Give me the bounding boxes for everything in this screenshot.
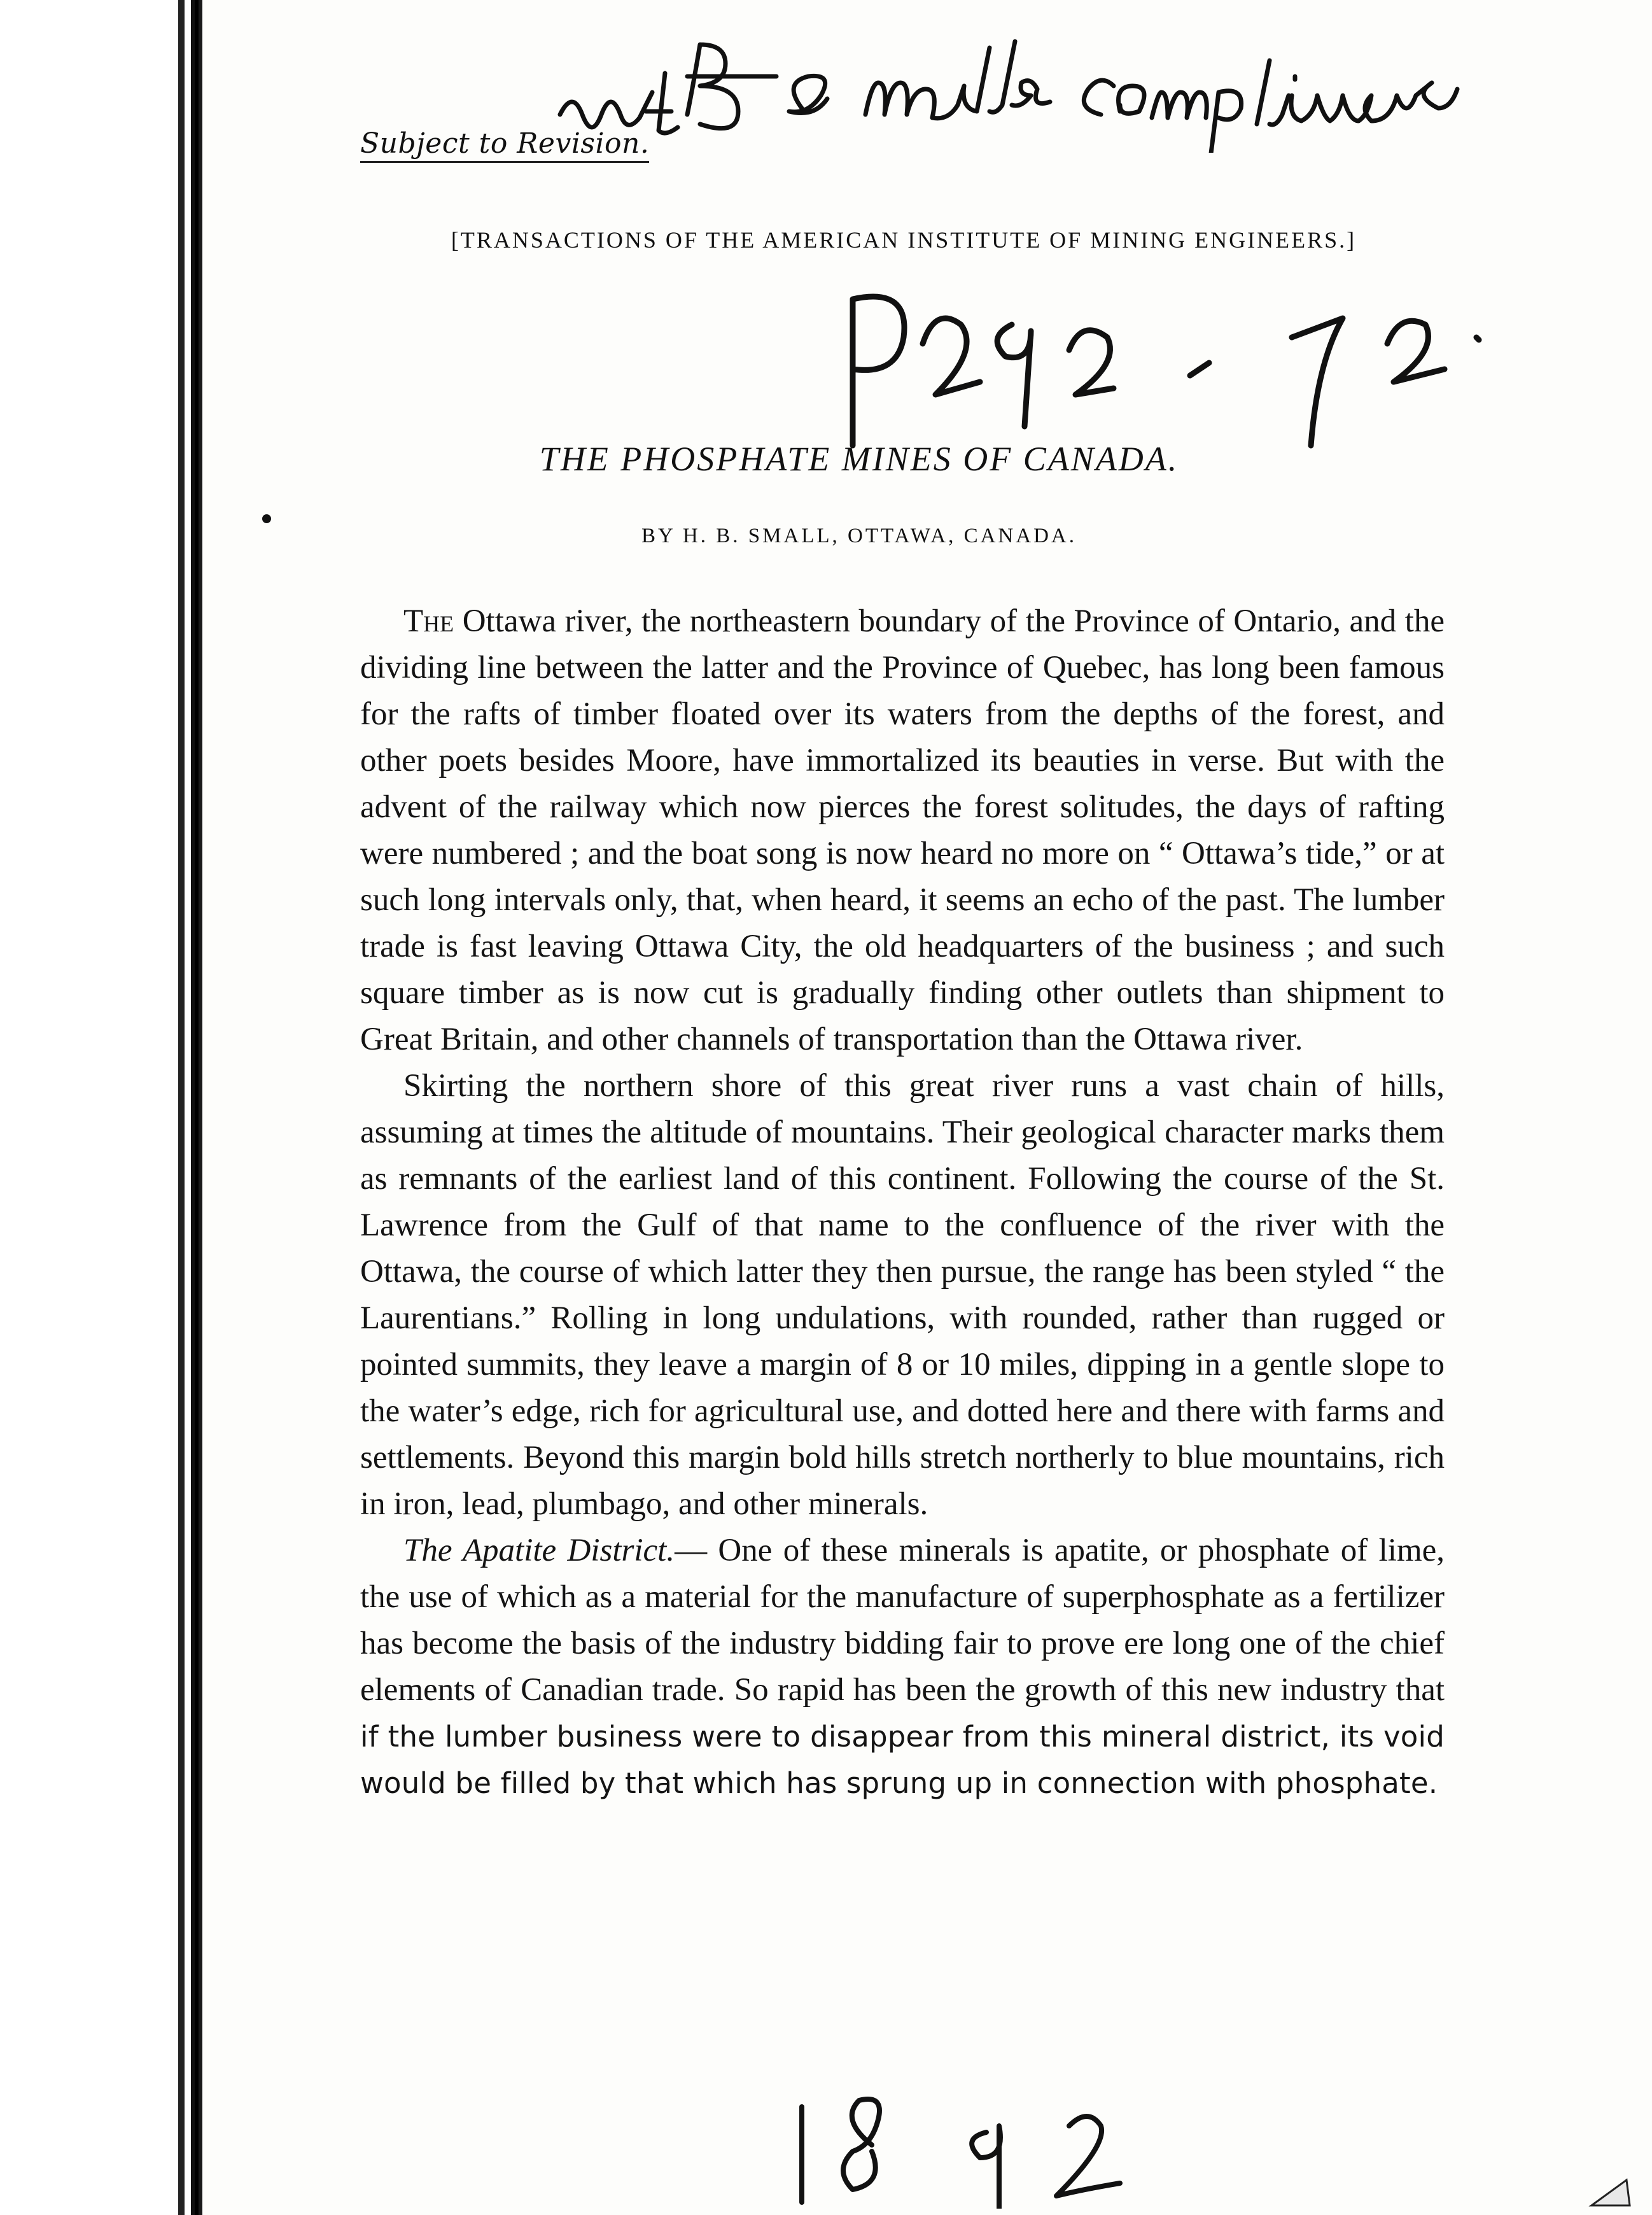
page-corner-mark (1588, 2177, 1633, 2209)
section-heading-apatite-district: The Apatite District. (403, 1533, 675, 1568)
subject-to-revision-note: Subject to Revision. (360, 127, 649, 163)
article-title: THE PHOSPHATE MINES OF CANADA. (539, 440, 1179, 478)
article-body (360, 598, 1445, 1806)
paragraph-3 (360, 1528, 1445, 1806)
paragraph-3-text: — One of these minerals is apatite, or phosphate of lime, the use of which as a material for the manufacture of superphosphate as a fertilizer has become the basis of the industry bidding fair to prove ere long one of the chief elements of Canadian trade. So rapid has been the growth of this new industry that (360, 1533, 1445, 1708)
journal-header: [TRANSACTIONS OF THE AMERICAN INSTITUTE OF MINING ENGINEERS.] (451, 227, 1357, 253)
facing-page-edge (0, 0, 195, 2215)
article-byline: BY H. B. SMALL, OTTAWA, CANADA. (641, 524, 1077, 547)
handwritten-call-number (827, 274, 1502, 465)
paragraph-3-tail: if the lumber business were to disappear from this mineral district, its void would be filled by that which has sprung up in connection with phosphate. (360, 1720, 1445, 1800)
paragraph-1-text: Ottawa river, the northeastern boundary of the Province of Ontario, and the dividing line between the latter and the Province of Quebec, has long been famous for the rafts of timber floated over its waters from the depths of the forest, and other poets besides Moore, have immortalized its beauties in verse. But with the advent of the railway which now pierces the forest solitudes, the days of rafting were numbered ; and the boat song is now heard no more on “ Ottawa’s tide,” or at such long intervals only, that, when heard, it seems an echo of the past. The lumber trade is fast leaving Ottawa City, the old headquarters of the business ; and such square timber as is now cut is gradually finding other outlets than shipment to Great Britain, and other channels of transportation than the Ottawa river. (360, 603, 1445, 1057)
paragraph-1-lead-word: The (403, 603, 454, 639)
book-gutter (178, 0, 185, 2215)
paragraph-2: Skirting the northern shore of this great river runs a vast chain of hills, assuming at times the altitude of mountains. Their geological character marks them as remnants of the earliest land of this continent. Following the course of the St. Lawrence from the Gulf of that name to the confluence of the river with the Ottawa, the course of which latter they then pursue, the range has been styled “ the Laurentians.” Rolling in long undulations, with rounded, rather than rugged or pointed summits, they leave a margin of 8 or 10 miles, dipping in a gentle slope to the water’s edge, rich for agricultural use, and dotted here and there with farms and settlements. Beyond this margin bold hills stretch northerly to blue mountains, rich in iron, lead, plumbago, and other minerals. (360, 1068, 1445, 1522)
handwritten-year (776, 2081, 1158, 2209)
margin-ink-dot (262, 514, 271, 523)
paragraph-1 (360, 598, 1445, 1063)
